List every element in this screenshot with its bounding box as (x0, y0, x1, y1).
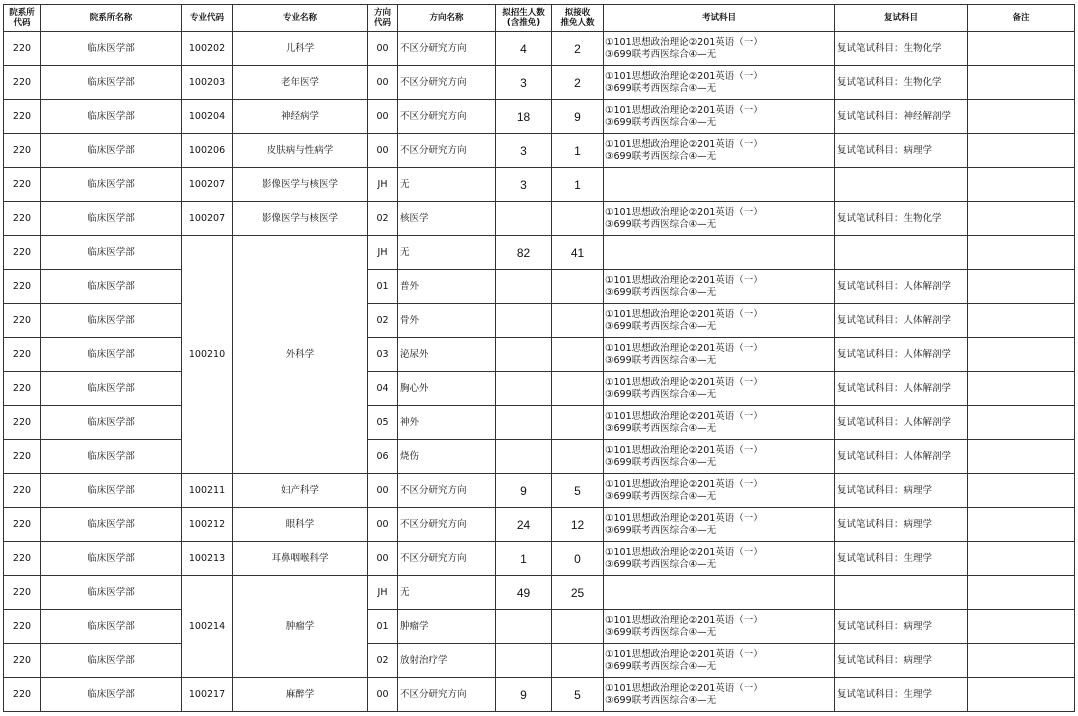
plan-count-cell: 18 (496, 100, 552, 134)
exam-line-1: ①101思想政治理论②201英语（一） (605, 376, 763, 388)
table-row (4, 508, 1075, 542)
plan-count-cell (496, 406, 552, 440)
retest-subject-cell: 复试笔试科目：病理学 (835, 508, 968, 542)
exam-subjects-cell (604, 406, 835, 440)
retest-subject-cell: 复试笔试科目：病理学 (835, 610, 968, 644)
exempt-count-cell (552, 304, 604, 338)
exam-line-2: ③699联考西医综合④—无 (605, 694, 717, 706)
exam-line-2: ③699联考西医综合④—无 (605, 286, 717, 298)
dept-code-cell: 220 (4, 304, 41, 338)
major-code-cell: 100217 (182, 678, 233, 712)
note-cell (968, 66, 1075, 100)
dept-name-cell: 临床医学部 (41, 304, 182, 338)
retest-subject-cell: 复试笔试科目：生理学 (835, 542, 968, 576)
note-cell (968, 270, 1075, 304)
retest-subject-cell: 复试笔试科目：神经解剖学 (835, 100, 968, 134)
table-row (4, 610, 1075, 644)
dept-name-cell: 临床医学部 (41, 440, 182, 474)
exam-subjects-cell (604, 304, 835, 338)
dept-name-cell: 临床医学部 (41, 372, 182, 406)
table-row (4, 474, 1075, 508)
dir-name-cell: 不区分研究方向 (398, 32, 496, 66)
dir-code-cell: 00 (368, 508, 398, 542)
exam-subjects-cell (604, 134, 835, 168)
dept-name-cell: 临床医学部 (41, 406, 182, 440)
dept-name-cell: 临床医学部 (41, 508, 182, 542)
dir-name-cell: 不区分研究方向 (398, 134, 496, 168)
dept-code-cell: 220 (4, 134, 41, 168)
exam-line-2: ③699联考西医综合④—无 (605, 48, 717, 60)
dir-name-cell: 不区分研究方向 (398, 542, 496, 576)
note-cell (968, 440, 1075, 474)
exempt-count-cell: 2 (552, 32, 604, 66)
dir-name-cell: 无 (398, 168, 496, 202)
plan-count-cell (496, 372, 552, 406)
table-row (4, 576, 1075, 610)
plan-count-cell: 9 (496, 678, 552, 712)
exam-subjects-cell (604, 576, 835, 610)
dir-name-cell: 骨外 (398, 304, 496, 338)
header-plan: 拟招生人数 (含推免) (496, 5, 552, 32)
exempt-count-cell (552, 440, 604, 474)
dir-name-cell: 无 (398, 236, 496, 270)
retest-subject-cell: 复试笔试科目：生物化学 (835, 32, 968, 66)
plan-count-cell: 1 (496, 542, 552, 576)
major-name-cell: 外科学 (233, 236, 368, 474)
dept-code-cell: 220 (4, 66, 41, 100)
exempt-count-cell: 12 (552, 508, 604, 542)
header-exempt: 拟接收 推免人数 (552, 5, 604, 32)
dept-code-cell: 220 (4, 270, 41, 304)
exam-subjects-cell (604, 100, 835, 134)
major-name-cell: 儿科学 (233, 32, 368, 66)
exam-line-1: ①101思想政治理论②201英语（一） (605, 138, 763, 150)
table-row (4, 236, 1075, 270)
exam-line-2: ③699联考西医综合④—无 (605, 150, 717, 162)
plan-count-cell (496, 440, 552, 474)
table-row (4, 134, 1075, 168)
plan-count-cell (496, 304, 552, 338)
dir-name-cell: 普外 (398, 270, 496, 304)
exempt-count-cell: 5 (552, 474, 604, 508)
exam-subjects-cell (604, 236, 835, 270)
major-code-cell: 100202 (182, 32, 233, 66)
exempt-count-cell: 9 (552, 100, 604, 134)
dir-name-cell: 不区分研究方向 (398, 100, 496, 134)
exempt-count-cell: 1 (552, 134, 604, 168)
exempt-count-cell: 0 (552, 542, 604, 576)
header-major-name: 专业名称 (233, 5, 368, 32)
dept-code-cell: 220 (4, 168, 41, 202)
dir-name-cell: 烧伤 (398, 440, 496, 474)
exam-line-2: ③699联考西医综合④—无 (605, 558, 717, 570)
header-major-code: 专业代码 (182, 5, 233, 32)
dir-code-cell: 00 (368, 474, 398, 508)
table-row (4, 270, 1075, 304)
retest-subject-cell: 复试笔试科目：病理学 (835, 474, 968, 508)
table-row (4, 100, 1075, 134)
major-name-cell: 麻醉学 (233, 678, 368, 712)
exam-subjects-cell (604, 270, 835, 304)
dept-name-cell: 临床医学部 (41, 32, 182, 66)
dir-code-cell: 02 (368, 304, 398, 338)
dept-name-cell: 临床医学部 (41, 678, 182, 712)
table-header-row (4, 5, 1075, 32)
dir-name-cell: 放射治疗学 (398, 644, 496, 678)
retest-subject-cell: 复试笔试科目：生物化学 (835, 202, 968, 236)
exempt-count-cell: 1 (552, 168, 604, 202)
exam-line-1: ①101思想政治理论②201英语（一） (605, 36, 763, 48)
dept-name-cell: 临床医学部 (41, 542, 182, 576)
exempt-count-cell (552, 270, 604, 304)
major-name-cell: 耳鼻咽喉科学 (233, 542, 368, 576)
exam-line-1: ①101思想政治理论②201英语（一） (605, 614, 763, 626)
retest-subject-cell: 复试笔试科目：病理学 (835, 644, 968, 678)
dept-name-cell: 临床医学部 (41, 100, 182, 134)
dept-code-cell: 220 (4, 508, 41, 542)
note-cell (968, 542, 1075, 576)
dept-code-cell: 220 (4, 32, 41, 66)
major-code-cell: 100203 (182, 66, 233, 100)
major-code-cell: 100211 (182, 474, 233, 508)
dir-code-cell: 06 (368, 440, 398, 474)
exam-line-2: ③699联考西医综合④—无 (605, 354, 717, 366)
dept-name-cell: 临床医学部 (41, 202, 182, 236)
note-cell (968, 576, 1075, 610)
table-row (4, 406, 1075, 440)
retest-subject-cell (835, 576, 968, 610)
dir-code-cell: 00 (368, 542, 398, 576)
exam-line-1: ①101思想政治理论②201英语（一） (605, 546, 763, 558)
dir-name-cell: 核医学 (398, 202, 496, 236)
plan-count-cell (496, 338, 552, 372)
note-cell (968, 236, 1075, 270)
plan-count-cell: 49 (496, 576, 552, 610)
exam-line-1: ①101思想政治理论②201英语（一） (605, 104, 763, 116)
exam-subjects-cell (604, 168, 835, 202)
note-cell (968, 32, 1075, 66)
exam-line-1: ①101思想政治理论②201英语（一） (605, 274, 763, 286)
table-row (4, 66, 1075, 100)
note-cell (968, 678, 1075, 712)
plan-count-cell (496, 644, 552, 678)
plan-count-cell (496, 610, 552, 644)
exam-line-2: ③699联考西医综合④—无 (605, 388, 717, 400)
table-row (4, 372, 1075, 406)
exempt-count-cell: 25 (552, 576, 604, 610)
header-dir-code: 方向 代码 (368, 5, 398, 32)
dir-code-cell: 01 (368, 610, 398, 644)
dir-code-cell: 00 (368, 134, 398, 168)
note-cell (968, 338, 1075, 372)
major-name-cell: 妇产科学 (233, 474, 368, 508)
dept-name-cell: 临床医学部 (41, 644, 182, 678)
exam-line-1: ①101思想政治理论②201英语（一） (605, 410, 763, 422)
dept-code-cell: 220 (4, 338, 41, 372)
exam-subjects-cell (604, 508, 835, 542)
exam-line-2: ③699联考西医综合④—无 (605, 218, 717, 230)
note-cell (968, 406, 1075, 440)
plan-count-cell: 24 (496, 508, 552, 542)
dept-name-cell: 临床医学部 (41, 168, 182, 202)
major-name-cell: 眼科学 (233, 508, 368, 542)
retest-subject-cell: 复试笔试科目：人体解剖学 (835, 304, 968, 338)
retest-subject-cell: 复试笔试科目：人体解剖学 (835, 440, 968, 474)
dir-name-cell: 不区分研究方向 (398, 508, 496, 542)
exempt-count-cell (552, 202, 604, 236)
exam-subjects-cell (604, 338, 835, 372)
dir-code-cell: 00 (368, 66, 398, 100)
dept-code-cell: 220 (4, 372, 41, 406)
exam-line-2: ③699联考西医综合④—无 (605, 524, 717, 536)
header-exam: 考试科目 (604, 5, 835, 32)
exam-line-1: ①101思想政治理论②201英语（一） (605, 308, 763, 320)
dept-code-cell: 220 (4, 678, 41, 712)
major-name-cell: 老年医学 (233, 66, 368, 100)
exam-subjects-cell (604, 474, 835, 508)
exam-line-2: ③699联考西医综合④—无 (605, 422, 717, 434)
major-code-cell: 100207 (182, 168, 233, 202)
table-row (4, 542, 1075, 576)
exam-line-2: ③699联考西医综合④—无 (605, 116, 717, 128)
dept-name-cell: 临床医学部 (41, 270, 182, 304)
plan-count-cell: 9 (496, 474, 552, 508)
table-row (4, 644, 1075, 678)
dept-name-cell: 临床医学部 (41, 66, 182, 100)
exam-line-2: ③699联考西医综合④—无 (605, 82, 717, 94)
major-code-cell: 100210 (182, 236, 233, 474)
dept-code-cell: 220 (4, 542, 41, 576)
dir-code-cell: 00 (368, 678, 398, 712)
header-dept-code: 院系所 代码 (4, 5, 41, 32)
major-code-cell: 100213 (182, 542, 233, 576)
major-name-cell: 肿瘤学 (233, 576, 368, 678)
dir-name-cell: 胸心外 (398, 372, 496, 406)
dept-code-cell: 220 (4, 644, 41, 678)
major-code-cell: 100206 (182, 134, 233, 168)
exam-subjects-cell (604, 202, 835, 236)
plan-count-cell: 3 (496, 66, 552, 100)
exam-line-1: ①101思想政治理论②201英语（一） (605, 512, 763, 524)
exam-subjects-cell (604, 610, 835, 644)
dir-code-cell: 03 (368, 338, 398, 372)
exempt-count-cell: 5 (552, 678, 604, 712)
exempt-count-cell (552, 372, 604, 406)
exam-line-2: ③699联考西医综合④—无 (605, 320, 717, 332)
exempt-count-cell: 2 (552, 66, 604, 100)
exam-subjects-cell (604, 542, 835, 576)
exam-line-2: ③699联考西医综合④—无 (605, 660, 717, 672)
header-dept-name: 院系所名称 (41, 5, 182, 32)
exam-line-1: ①101思想政治理论②201英语（一） (605, 682, 763, 694)
major-name-cell: 神经病学 (233, 100, 368, 134)
note-cell (968, 508, 1075, 542)
header-note: 备注 (968, 5, 1075, 32)
exam-line-1: ①101思想政治理论②201英语（一） (605, 444, 763, 456)
retest-subject-cell: 复试笔试科目：人体解剖学 (835, 372, 968, 406)
dir-name-cell: 不区分研究方向 (398, 678, 496, 712)
dept-code-cell: 220 (4, 474, 41, 508)
dept-code-cell: 220 (4, 406, 41, 440)
note-cell (968, 304, 1075, 338)
major-code-cell: 100204 (182, 100, 233, 134)
dept-code-cell: 220 (4, 202, 41, 236)
table-row (4, 338, 1075, 372)
note-cell (968, 610, 1075, 644)
dir-name-cell: 神外 (398, 406, 496, 440)
retest-subject-cell: 复试笔试科目：人体解剖学 (835, 338, 968, 372)
note-cell (968, 134, 1075, 168)
exam-line-1: ①101思想政治理论②201英语（一） (605, 342, 763, 354)
note-cell (968, 644, 1075, 678)
note-cell (968, 372, 1075, 406)
header-dir-name: 方向名称 (398, 5, 496, 32)
exam-subjects-cell (604, 440, 835, 474)
dept-name-cell: 临床医学部 (41, 236, 182, 270)
exam-subjects-cell (604, 678, 835, 712)
table-row (4, 678, 1075, 712)
major-name-cell: 皮肤病与性病学 (233, 134, 368, 168)
exam-subjects-cell (604, 372, 835, 406)
exempt-count-cell (552, 644, 604, 678)
header-retest: 复试科目 (835, 5, 968, 32)
dept-code-cell: 220 (4, 100, 41, 134)
exempt-count-cell (552, 610, 604, 644)
dept-name-cell: 临床医学部 (41, 576, 182, 610)
major-code-cell: 100207 (182, 202, 233, 236)
exam-subjects-cell (604, 66, 835, 100)
dir-code-cell: 00 (368, 32, 398, 66)
retest-subject-cell: 复试笔试科目：生物化学 (835, 66, 968, 100)
table-row (4, 440, 1075, 474)
table-row (4, 32, 1075, 66)
note-cell (968, 100, 1075, 134)
exam-line-1: ①101思想政治理论②201英语（一） (605, 70, 763, 82)
dir-code-cell: 00 (368, 100, 398, 134)
plan-count-cell: 82 (496, 236, 552, 270)
exam-line-1: ①101思想政治理论②201英语（一） (605, 478, 763, 490)
dir-name-cell: 不区分研究方向 (398, 474, 496, 508)
dir-code-cell: 05 (368, 406, 398, 440)
retest-subject-cell: 复试笔试科目：人体解剖学 (835, 270, 968, 304)
dir-code-cell: 04 (368, 372, 398, 406)
exam-line-1: ①101思想政治理论②201英语（一） (605, 206, 763, 218)
dept-code-cell: 220 (4, 440, 41, 474)
dept-name-cell: 临床医学部 (41, 610, 182, 644)
plan-count-cell: 3 (496, 168, 552, 202)
dir-code-cell: JH (368, 576, 398, 610)
dir-code-cell: 02 (368, 202, 398, 236)
note-cell (968, 474, 1075, 508)
dir-code-cell: JH (368, 168, 398, 202)
dir-code-cell: JH (368, 236, 398, 270)
retest-subject-cell: 复试笔试科目：病理学 (835, 134, 968, 168)
exam-line-2: ③699联考西医综合④—无 (605, 456, 717, 468)
note-cell (968, 202, 1075, 236)
dir-name-cell: 泌尿外 (398, 338, 496, 372)
dept-code-cell: 220 (4, 610, 41, 644)
exam-subjects-cell (604, 32, 835, 66)
retest-subject-cell (835, 168, 968, 202)
dept-name-cell: 临床医学部 (41, 474, 182, 508)
exam-subjects-cell (604, 644, 835, 678)
admissions-table (3, 4, 1075, 712)
exempt-count-cell: 41 (552, 236, 604, 270)
plan-count-cell: 3 (496, 134, 552, 168)
dept-name-cell: 临床医学部 (41, 134, 182, 168)
exempt-count-cell (552, 406, 604, 440)
plan-count-cell: 4 (496, 32, 552, 66)
major-code-cell: 100212 (182, 508, 233, 542)
exam-line-1: ①101思想政治理论②201英语（一） (605, 648, 763, 660)
note-cell (968, 168, 1075, 202)
major-name-cell: 影像医学与核医学 (233, 202, 368, 236)
retest-subject-cell: 复试笔试科目：生理学 (835, 678, 968, 712)
plan-count-cell (496, 270, 552, 304)
plan-count-cell (496, 202, 552, 236)
major-name-cell: 影像医学与核医学 (233, 168, 368, 202)
table-row (4, 202, 1075, 236)
dir-code-cell: 02 (368, 644, 398, 678)
exam-line-2: ③699联考西医综合④—无 (605, 490, 717, 502)
dir-name-cell: 不区分研究方向 (398, 66, 496, 100)
table-row (4, 168, 1075, 202)
exempt-count-cell (552, 338, 604, 372)
table-row (4, 304, 1075, 338)
retest-subject-cell (835, 236, 968, 270)
dir-name-cell: 无 (398, 576, 496, 610)
retest-subject-cell: 复试笔试科目：人体解剖学 (835, 406, 968, 440)
exam-line-2: ③699联考西医综合④—无 (605, 626, 717, 638)
major-code-cell: 100214 (182, 576, 233, 678)
dept-code-cell: 220 (4, 236, 41, 270)
dir-code-cell: 01 (368, 270, 398, 304)
dept-code-cell: 220 (4, 576, 41, 610)
dept-name-cell: 临床医学部 (41, 338, 182, 372)
dir-name-cell: 肿瘤学 (398, 610, 496, 644)
